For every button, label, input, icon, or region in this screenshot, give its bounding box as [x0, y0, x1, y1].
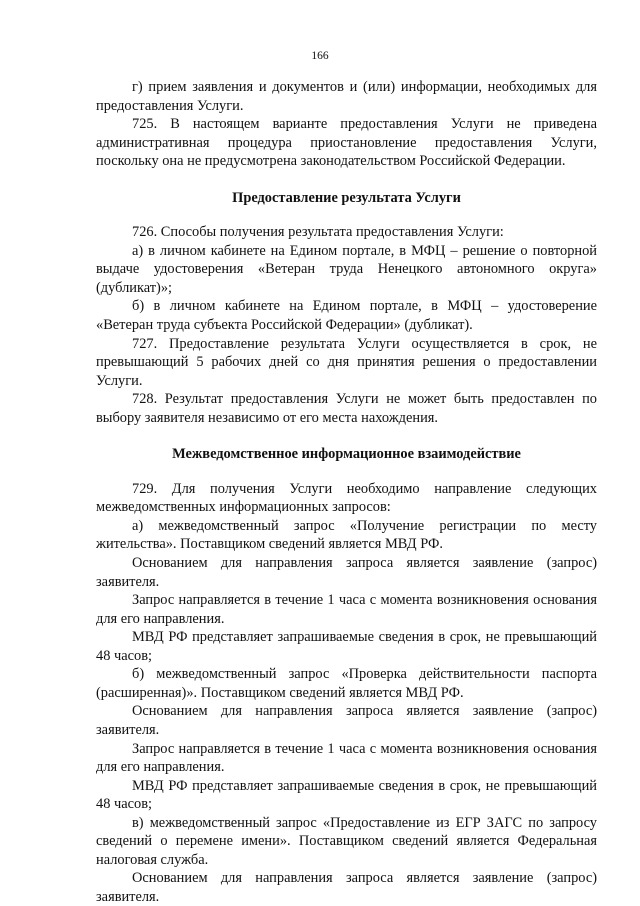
paragraph: а) межведомственный запрос «Получение регистрации по месту жительства». Поставщиком сведений является МВД РФ. — [96, 517, 597, 553]
paragraph: Основанием для направления запроса является заявление (запрос) заявителя. — [96, 703, 597, 738]
paragraph: а) в личном кабинете на Едином портале, в МФЦ – решение о повторной выдаче удостоверения «Ветеран труда Ненецкого автономного округа» (дубликат)»; — [96, 242, 597, 296]
paragraph: 729. Для получения Услуги необходимо направление следующих межведомственных информационных запросов: — [96, 480, 597, 516]
page-number: 166 — [311, 50, 329, 62]
document-body — [96, 78, 597, 906]
paragraph: 728. Результат предоставления Услуги не может быть предоставлен по выбору заявителя независимо от его места нахождения. — [96, 391, 597, 426]
section-heading: Предоставление результата Услуги — [232, 189, 461, 206]
paragraph: 727. Предоставление результата Услуги осуществляется в срок, не превышающий 5 рабочих дней со дня принятия решения о предоставлении Услуги. — [96, 335, 597, 389]
paragraph: г) прием заявления и документов и (или) информации, необходимых для предоставления Услуги. — [96, 79, 597, 114]
paragraph: МВД РФ представляет запрашиваемые сведения в срок, не превышающий 48 часов; — [96, 777, 597, 813]
paragraph: Запрос направляется в течение 1 часа с момента возникновения основания для его направления. — [96, 740, 597, 776]
paragraph: Основанием для направления запроса является заявление (запрос) заявителя. — [96, 555, 597, 590]
paragraph: б) межведомственный запрос «Проверка действительности паспорта (расширенная)». Поставщиком сведений является МВД РФ. — [96, 666, 597, 701]
section-heading: Межведомственное информационное взаимодействие — [172, 446, 521, 463]
paragraph: 725. В настоящем варианте предоставления Услуги не приведена административная процедура приостановление предоставления Услуги, поскольку она не предусмотрена законодательством Российской Федерации. — [96, 116, 597, 170]
paragraph: МВД РФ представляет запрашиваемые сведения в срок, не превышающий 48 часов; — [96, 629, 597, 664]
paragraph: в) межведомственный запрос «Предоставление из ЕГР ЗАГС по запросу сведений о перемене имени». Поставщиком сведений является Федеральная налоговая служба. — [96, 814, 597, 868]
paragraph: б) в личном кабинете на Едином портале, в МФЦ – удостоверение «Ветеран труда субъекта Российской Федерации» (дубликат). — [96, 298, 597, 334]
paragraph: Запрос направляется в течение 1 часа с момента возникновения основания для его направления. — [96, 592, 597, 627]
paragraph: 726. Способы получения результата предоставления Услуги: — [132, 224, 504, 241]
paragraph: Основанием для направления запроса является заявление (запрос) заявителя. — [96, 870, 597, 905]
